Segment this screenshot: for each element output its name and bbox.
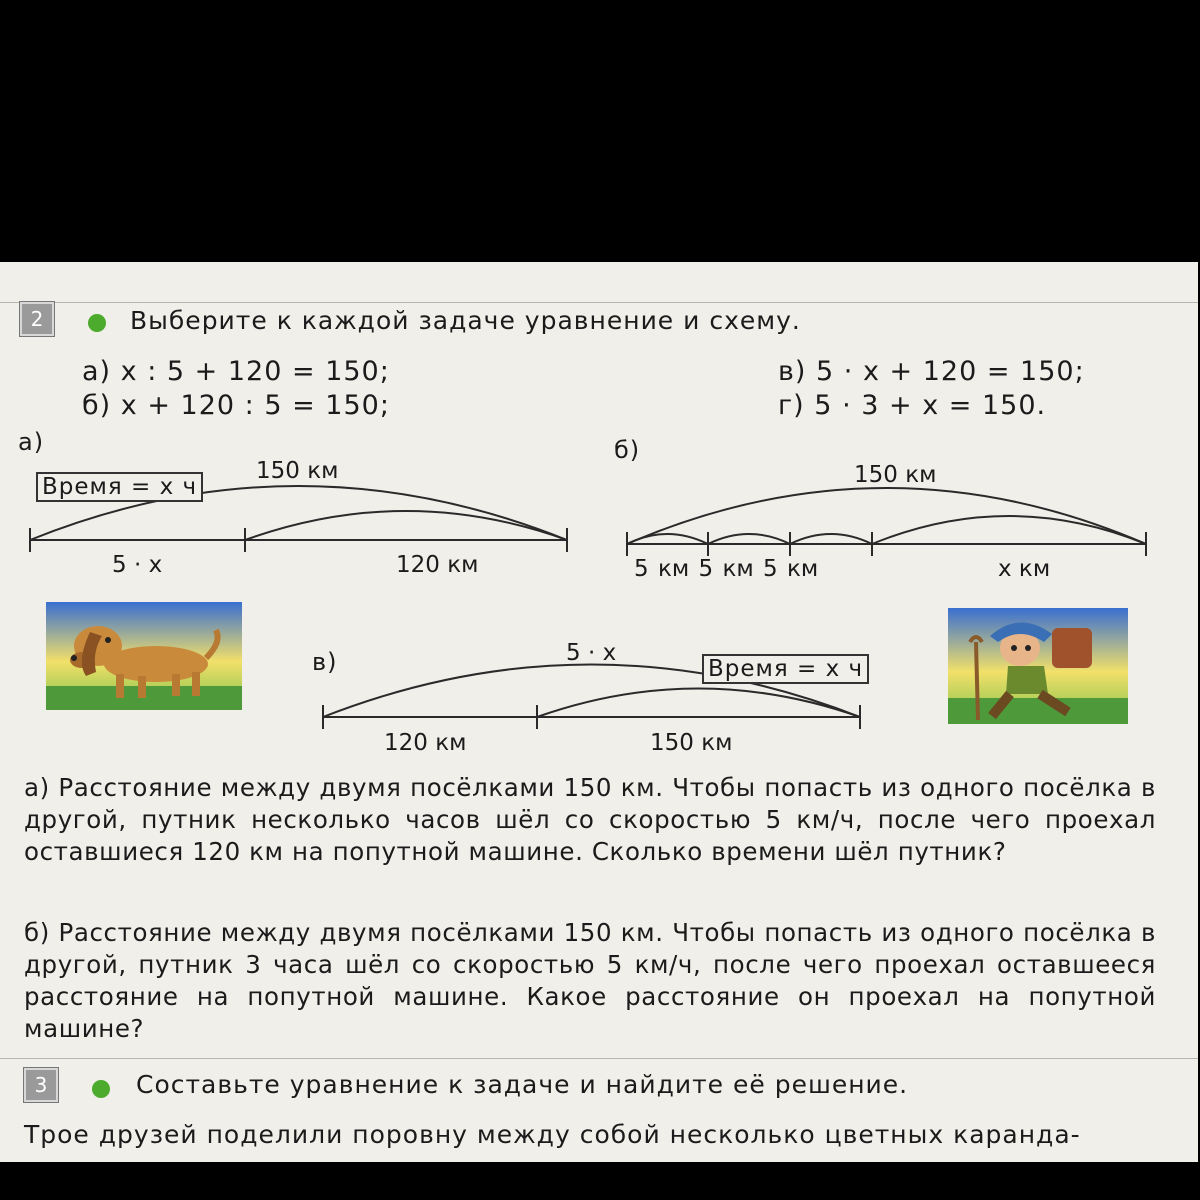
task-3-text: Трое друзей поделили поровну между собой несколько цветных каранда- [24, 1120, 1081, 1149]
scheme-a-seg1: 5 · x [112, 552, 163, 578]
scheme-a-arc-120 [245, 511, 567, 540]
equation-b: б) x + 120 : 5 = 150; [82, 390, 390, 421]
green-dot-icon-3 [92, 1080, 110, 1098]
dog-illustration [46, 602, 242, 710]
scheme-v-seg2: 150 км [650, 730, 733, 756]
task-2-badge: 2 [20, 302, 54, 336]
task-3-badge: 3 [24, 1068, 58, 1102]
scheme-a-time-box: Время = x ч [36, 472, 203, 502]
scheme-b-total: 150 км [854, 462, 937, 488]
task-2-heading: Выберите к каждой задаче уравнение и схему. [130, 306, 801, 335]
task-separator [0, 1058, 1198, 1059]
scheme-v-time-box: Время = x ч [702, 654, 869, 684]
problem-b-text: б) Расстояние между двумя посёлками 150 км. Чтобы попасть из одного посёлка в другой, путник 3 часа шёл со скоростью 5 км/ч, после чего проехал оставшееся расстояние на попутной машине. Какое расстояние он проехал на попутной машине? [24, 918, 1156, 1043]
scheme-a-seg2: 120 км [396, 552, 479, 578]
scheme-b-segments: 5 км 5 км 5 км [634, 556, 819, 582]
equation-v: в) 5 · x + 120 = 150; [778, 356, 1085, 387]
problem-a-text: а) Расстояние между двумя посёлками 150 км. Чтобы попасть из одного посёлка в другой, путник несколько часов шёл со скоростью 5 км/ч, после чего проехал оставшиеся 120 км на попутной машине. Сколько времени шёл путник? [24, 773, 1156, 866]
equation-a: а) x : 5 + 120 = 150; [82, 356, 390, 387]
scheme-v-seg1: 120 км [384, 730, 467, 756]
scheme-b-label: б) [614, 436, 641, 464]
task-3-heading: Составьте уравнение к задаче и найдите её решение. [136, 1070, 909, 1099]
scheme-a-label: а) [18, 428, 45, 456]
scheme-b-last: x км [998, 556, 1051, 582]
scheme-b-arc-total [627, 488, 1146, 544]
textbook-page [0, 262, 1198, 1162]
traveller-illustration [948, 608, 1128, 724]
scheme-v-top: 5 · x [566, 640, 617, 666]
scheme-v-arc-150 [537, 689, 860, 718]
scheme-a-total: 150 км [256, 458, 339, 484]
scheme-v-label: в) [312, 648, 338, 676]
equation-g: г) 5 · 3 + x = 150. [778, 390, 1047, 421]
